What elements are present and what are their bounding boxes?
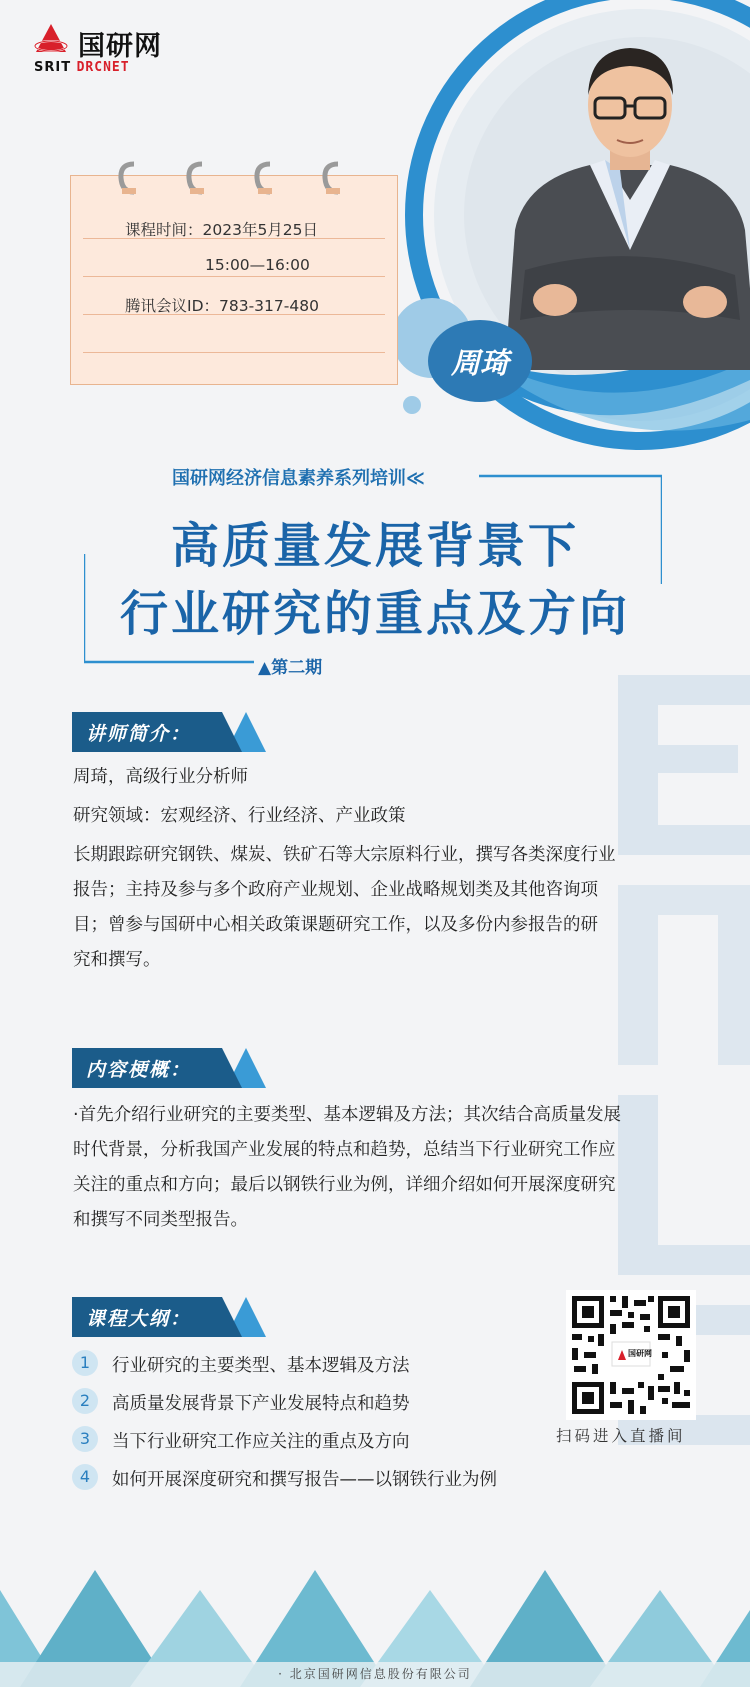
- summary-line: 时代背景，分析我国产业发展的特点和趋势，总结当下行业研究工作应: [73, 1140, 616, 1160]
- summary-line: 和撰写不同类型报告。: [73, 1210, 248, 1230]
- item-text: 如何开展深度研究和撰写报告——以钢铁行业为例: [112, 1470, 497, 1490]
- ring-icon: [254, 158, 276, 198]
- footer-company: · 北京国研网信息股份有限公司: [278, 1667, 472, 1681]
- intro-line: 周琦，高级行业分析师: [73, 767, 248, 787]
- item-number: 2: [72, 1388, 98, 1414]
- series-name: 国研网经济信息素养系列培训≪: [172, 468, 425, 489]
- section-title: 讲师简介：: [86, 723, 192, 745]
- title-line-2: 行业研究的重点及方向: [119, 586, 630, 642]
- section-header-summary: [72, 1048, 262, 1088]
- logo-mark-icon: [34, 22, 68, 56]
- intro-text: [73, 760, 693, 978]
- meeting-id: 腾讯会议ID：783-317-480: [125, 297, 319, 315]
- speaker-photo: [495, 0, 750, 370]
- logo-en-right: DRCNET: [76, 60, 130, 75]
- ring-icon: [322, 158, 344, 198]
- title-line-1: 高质量发展背景下: [170, 518, 579, 574]
- logo-en-left: SRIT: [34, 60, 72, 75]
- qr-caption: 扫码进入直播间: [556, 1427, 686, 1445]
- live-qr-code[interactable]: [566, 1290, 696, 1420]
- logo-chinese-name: 国研网: [78, 31, 162, 62]
- notepad-rings: [118, 158, 348, 198]
- speaker-name-badge: 周琦: [428, 320, 532, 402]
- item-text: 行业研究的主要类型、基本逻辑及方法: [112, 1356, 410, 1376]
- intro-line: 究和撰写。: [73, 950, 161, 970]
- intro-line: 报告；主持及参与多个政府产业规划、企业战略规划类及其他咨询项: [73, 880, 598, 900]
- item-text: 高质量发展背景下产业发展特点和趋势: [112, 1394, 410, 1414]
- item-number: 4: [72, 1464, 98, 1490]
- schedule-notepad: [70, 175, 398, 385]
- item-number: 1: [72, 1350, 98, 1376]
- ring-icon: [186, 158, 208, 198]
- intro-line: 研究领域：宏观经济、行业经济、产业政策: [73, 806, 406, 826]
- item-text: 当下行业研究工作应关注的重点及方向: [112, 1432, 410, 1452]
- notepad-line: [83, 276, 385, 277]
- section-title: 课程大纲：: [86, 1308, 192, 1330]
- course-date: 课程时间：2023年5月25日: [125, 221, 319, 239]
- intro-line: 长期跟踪研究钢铁、煤炭、铁矿石等大宗原料行业，撰写各类深度行业: [73, 845, 616, 865]
- section-header-intro: [72, 712, 262, 752]
- brand-logo: [34, 22, 194, 74]
- course-time: 15:00—16:00: [205, 256, 310, 274]
- ring-icon: [118, 158, 140, 198]
- summary-line: ·首先介绍行业研究的主要类型、基本逻辑及方法；其次结合高质量发展: [73, 1105, 622, 1125]
- intro-line: 目；曾参与国研中心相关政策课题研究工作，以及多份内参报告的研: [73, 915, 598, 935]
- issue-number: ▲第二期: [258, 658, 323, 678]
- qr-center-logo: 国研网: [628, 1349, 652, 1358]
- notepad-line: [83, 352, 385, 353]
- logo-english-name: [34, 60, 130, 75]
- section-header-outline: [72, 1297, 262, 1337]
- section-title: 内容梗概：: [86, 1059, 192, 1081]
- summary-text: [73, 1098, 693, 1238]
- summary-line: 关注的重点和方向；最后以钢铁行业为例，详细介绍如何开展深度研究: [73, 1175, 616, 1195]
- item-number: 3: [72, 1426, 98, 1452]
